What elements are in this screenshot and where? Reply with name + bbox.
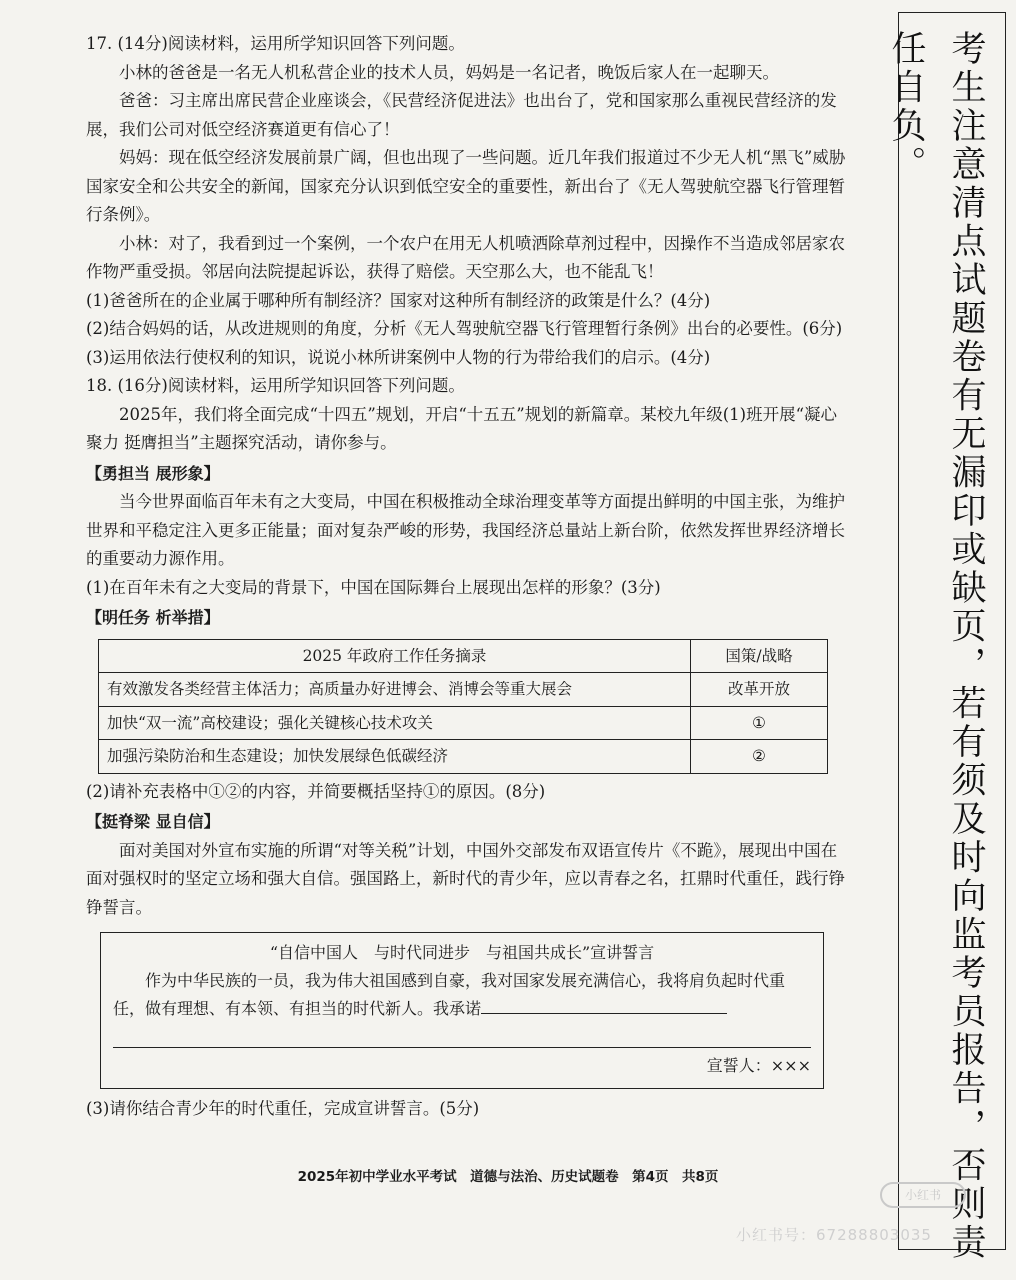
table-header-cell: 2025 年政府工作任务摘录 [99, 639, 691, 673]
q17-header: 17. (14分)阅读材料，运用所学知识回答下列问题。 [86, 34, 465, 53]
q17-sub2: (2)结合妈妈的话，从改进规则的角度，分析《无人驾驶航空器飞行管理暂行条例》出台的必要性。(6分) [86, 319, 843, 338]
table-header-cell: 国策/战略 [691, 639, 828, 673]
side-notice-text: 考生注意清点试题卷有无漏印或缺页，若有须及时向监考员报告，否则责任自负。 [886, 30, 986, 1262]
oath-title: “自信中国人 与时代同进步 与祖国共成长”宣讲誓言 [269, 943, 655, 962]
q18-section3-title: 【挺脊梁 显自信】 [86, 812, 220, 831]
q17-mom-dialogue: 妈妈：现在低空经济发展前景广阔，但也出现了一些问题。近几年我们报道过不少无人机“黑飞”威胁国家安全和公共安全的新闻，国家充分认识到低空安全的重要性，新出台了《无人驾驶航空器飞行管理暂行条例》。 [86, 148, 846, 224]
q18-section1-text: 当今世界面临百年未有之大变局，中国在积极推动全球治理变革等方面提出鲜明的中国主张，为维护世界和平稳定注入更多正能量；面对复杂严峻的形势，我国经济总量站上新台阶，依然发挥世界经济增长的重要动力源作用。 [86, 492, 845, 568]
q17-intro: 小林的爸爸是一名无人机私营企业的技术人员，妈妈是一名记者，晚饭后家人在一起聊天。 [119, 62, 779, 82]
table-cell: 加快“双一流”高校建设；强化关键核心技术攻关 [99, 706, 691, 740]
q18-sub1: (1)在百年未有之大变局的背景下，中国在国际舞台上展现出怎样的形象？(3分) [86, 577, 661, 597]
q17-dad-dialogue: 爸爸：习主席出席民营企业座谈会，《民营经济促进法》也出台了，党和国家那么重视民营经济的发展，我们公司对低空经济赛道更有信心了！ [86, 91, 837, 139]
watermark-id: 小红书号：67288803035 [736, 1226, 932, 1244]
table-cell: 加强污染防治和生态建设；加快发展绿色低碳经济 [99, 740, 691, 774]
table-row [99, 740, 828, 774]
q18-intro: 2025年，我们将全面完成“十四五”规划，开启“十五五”规划的新篇章。某校九年级(1)班开展“凝心聚力 挺膺担当”主题探究活动，请你参与。 [86, 404, 838, 452]
government-tasks-table [98, 639, 828, 774]
oath-answer-line[interactable] [113, 1025, 811, 1048]
table-cell: ① [691, 706, 828, 740]
oath-signer: 宣誓人：××× [706, 1056, 811, 1075]
table-cell: ② [691, 740, 828, 774]
q18-sub3: (3)请你结合青少年的时代重任，完成宣讲誓言。(5分) [86, 1099, 480, 1118]
table-cell: 有效激发各类经营主体活力；高质量办好进博会、消博会等重大展会 [99, 673, 691, 707]
table-row [99, 673, 828, 707]
q18-section1-title: 【勇担当 展形象】 [86, 463, 220, 483]
oath-answer-blank[interactable] [481, 997, 727, 1014]
oath-body-wrap [113, 967, 811, 1023]
q18-section3-text: 面对美国对外宣布实施的所谓“对等关税”计划，中国外交部发布双语宣传片《不跪》，展现出中国在面对强权时的坚定立场和强大自信。强国路上，新时代的青少年，应以青春之名，扛鼎时代重任，践行铮铮誓言。 [86, 840, 845, 917]
q17-sub3: (3)运用依法行使权利的知识，说说小林所讲案例中人物的行为带给我们的启示。(4分) [86, 347, 711, 367]
table-row [99, 706, 828, 740]
oath-body: 作为中华民族的一员，我为伟大祖国感到自豪，我对国家发展充满信心，我将肩负起时代重任，做有理想、有本领、有担当的时代新人。我承诺 [113, 971, 786, 1018]
oath-box [100, 932, 824, 1089]
table-cell: 改革开放 [691, 673, 828, 707]
page-footer: 2025年初中学业水平考试 道德与法治、历史试题卷 第4页 共8页 [297, 1169, 719, 1185]
q18-header: 18. (16分)阅读材料，运用所学知识回答下列问题。 [86, 376, 465, 395]
q17-lin-dialogue: 小林：对了，我看到过一个案例，一个农户在用无人机喷洒除草剂过程中，因操作不当造成邻居家农作物严重受损。邻居向法院提起诉讼，获得了赔偿。天空那么大，也不能乱飞！ [86, 233, 845, 281]
table-header-row [99, 639, 828, 673]
watermark-badge: 小红书 [880, 1182, 966, 1208]
q18-section2-title: 【明任务 析举措】 [86, 608, 220, 627]
q18-sub2: (2)请补充表格中①②的内容，并简要概括坚持①的原因。(8分) [86, 781, 546, 801]
question-content [86, 30, 846, 1124]
q17-sub1: (1)爸爸所在的企业属于哪种所有制经济？国家对这种所有制经济的政策是什么？(4分) [86, 290, 711, 310]
